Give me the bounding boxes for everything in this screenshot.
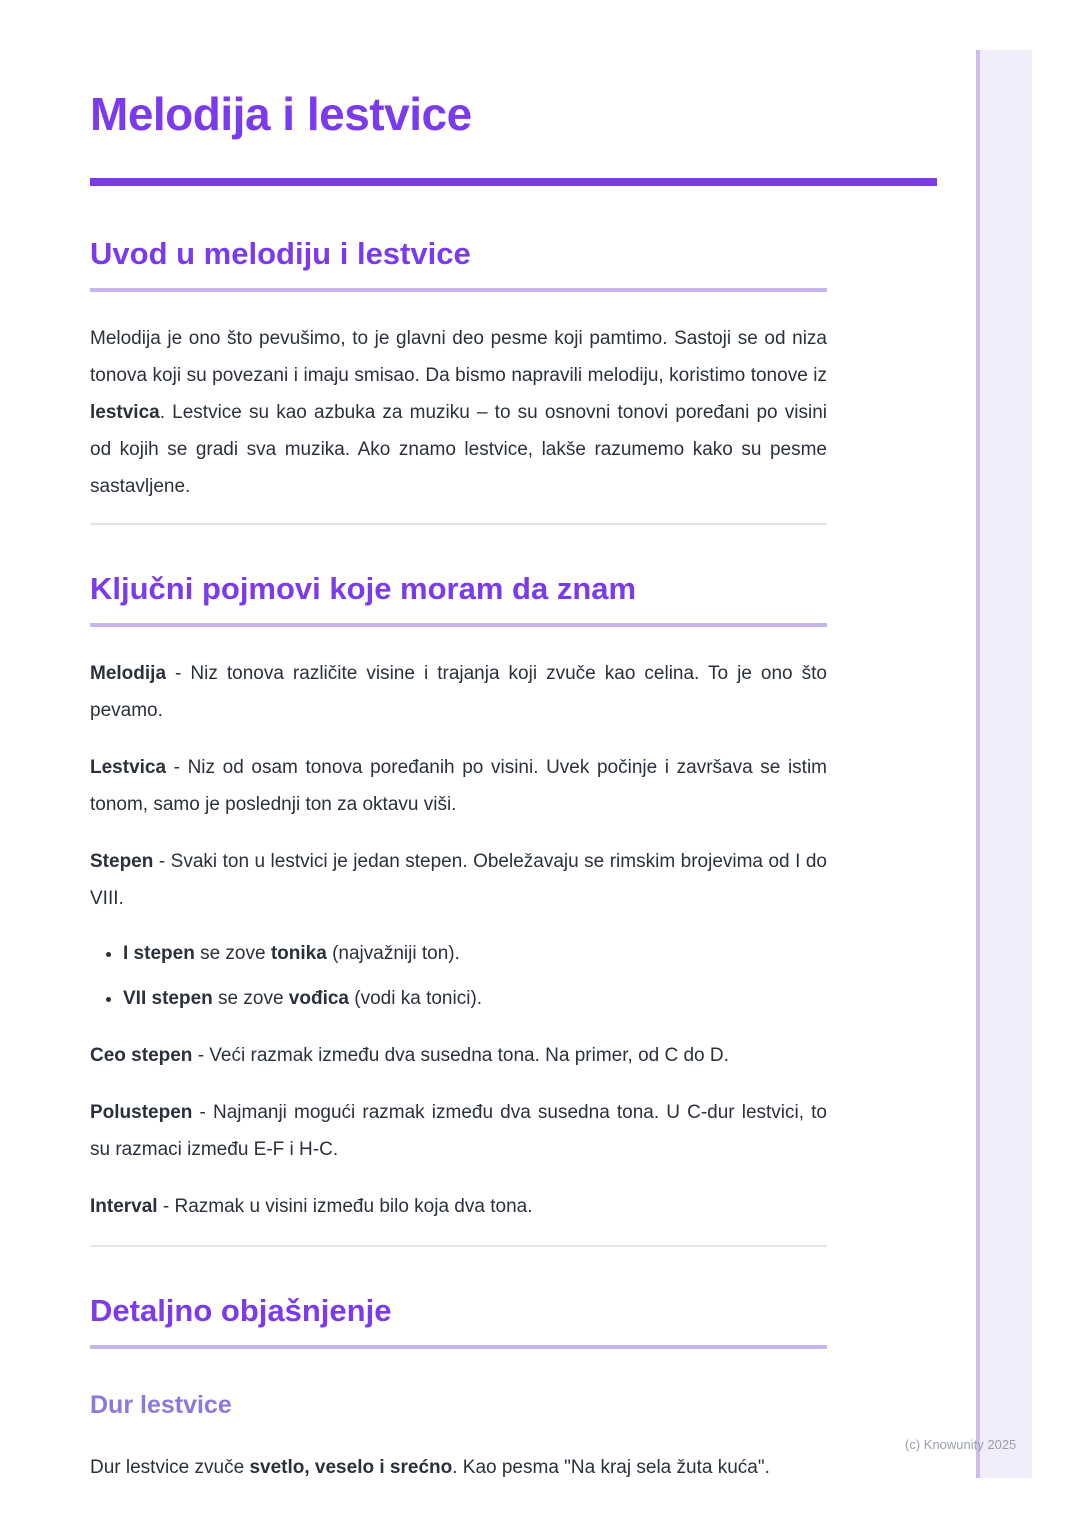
section-key-concepts	[90, 569, 827, 1225]
term-melodija: Melodija - Niz tonova različite visine i trajanja koji zvuče kao celina. To je ono što pevamo.	[90, 663, 827, 721]
section-intro	[90, 234, 827, 505]
title-rule	[90, 178, 937, 186]
section-divider	[90, 523, 827, 525]
section-divider	[90, 1245, 827, 1247]
section-heading-intro: Uvod u melodiju i lestvice	[90, 236, 471, 271]
heading-underline	[90, 1345, 827, 1349]
list-item: • I stepen se zove tonika (najvažniji ton).	[123, 935, 827, 972]
heading-underline	[90, 288, 827, 292]
heading-underline	[90, 623, 827, 627]
bullet-list	[90, 935, 827, 1017]
term-interval: Interval - Razmak u visini između bilo koja dva tona.	[90, 1196, 533, 1217]
copyright-note: (c) Knowunity 2025	[905, 1437, 1017, 1452]
subheading-dur-lestvice: Dur lestvice	[90, 1391, 232, 1419]
term-stepen: Stepen - Svaki ton u lestvici je jedan stepen. Obeležavaju se rimskim brojevima od I do VIII.	[90, 851, 827, 909]
section-heading-key-concepts: Ključni pojmovi koje moram da znam	[90, 571, 637, 606]
intro-paragraph: Melodija je ono što pevušimo, to je glavni deo pesme koji pamtimo. Sastoji se od niza tonova koji su povezani i imaju smisao. Da bismo napravili melodiju, koristimo tonove iz lestvica. Lestvice su kao azbuka za muziku – to su osnovni tonovi poređani po visini od kojih se gradi sva muzika. Ako znamo lestvice, lakše razumemo kako su pesme sastavljene.	[90, 328, 827, 497]
page-title: Melodija i lestvice	[90, 88, 472, 140]
term-polustepen: Polustepen - Najmanji mogući razmak između dva susedna tona. U C-dur lestvici, to su razmaci između E-F i H-C.	[90, 1102, 827, 1160]
term-ceo-stepen: Ceo stepen - Veći razmak između dva susedna tona. Na primer, od C do D.	[90, 1045, 729, 1066]
list-item: • VII stepen se zove vođica (vodi ka tonici).	[123, 980, 827, 1017]
dur-paragraph: Dur lestvice zvuče svetlo, veselo i srećno. Kao pesma "Na kraj sela žuta kuća".	[90, 1457, 770, 1478]
section-heading-details: Detaljno objašnjenje	[90, 1293, 392, 1328]
document-page	[90, 0, 827, 1486]
term-lestvica: Lestvica - Niz od osam tonova poređanih po visini. Uvek počinje i završava se istim tonom, samo je poslednji ton za oktavu viši.	[90, 757, 827, 815]
side-stripe	[976, 50, 1032, 1478]
section-details	[90, 1291, 827, 1486]
